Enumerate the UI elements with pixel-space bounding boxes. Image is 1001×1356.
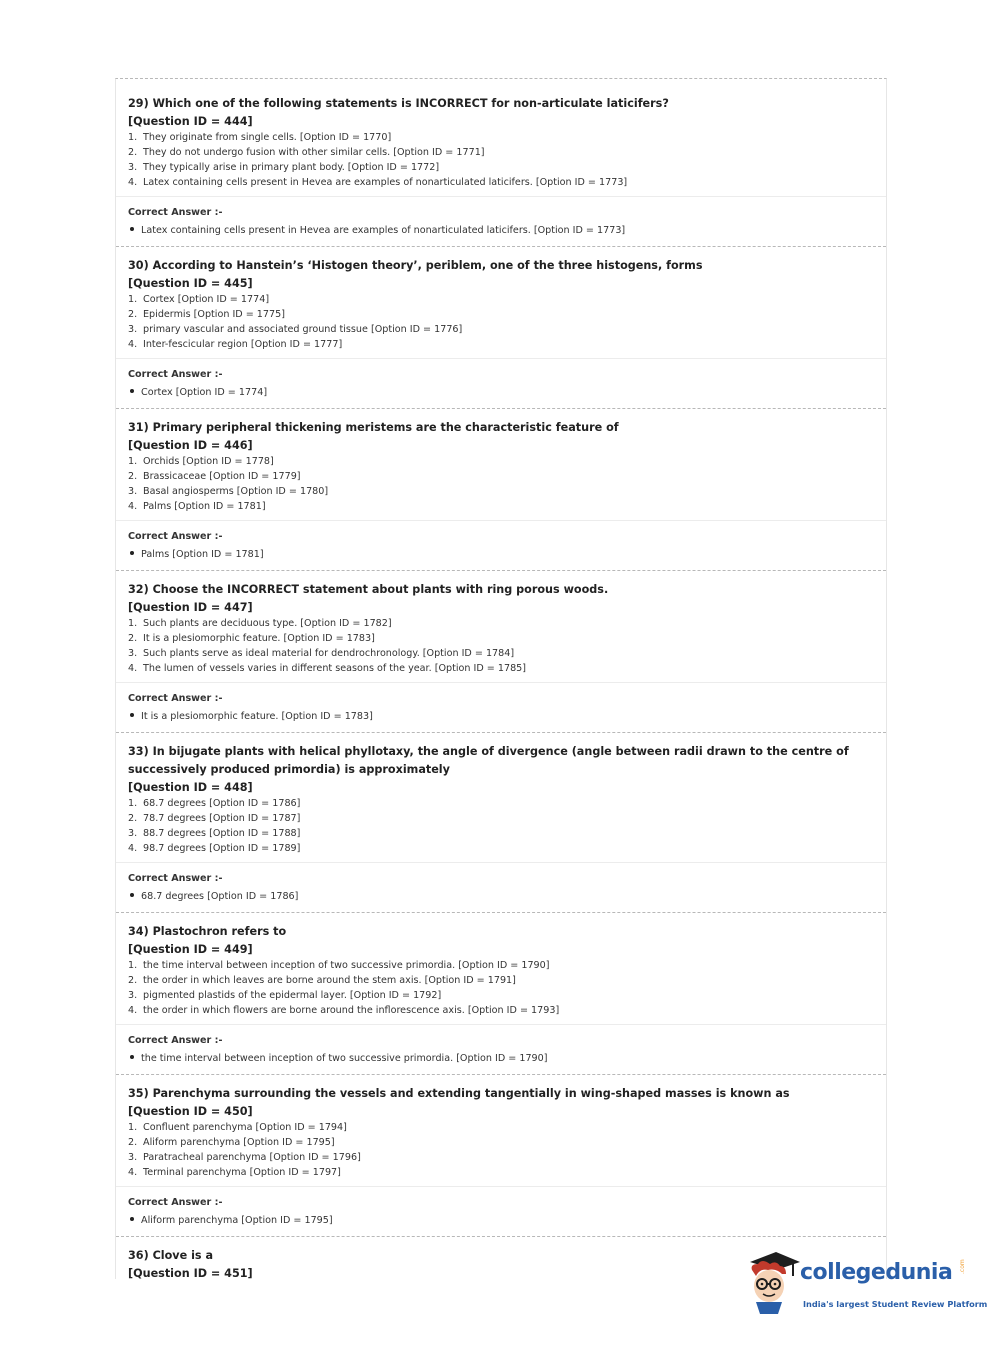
correct-answer-label: Correct Answer :- [128,369,223,380]
option-item: 3. Basal angiosperms [Option ID = 1780] [128,486,329,497]
question-id: [Question ID = 447] [128,601,253,614]
question-id: [Question ID = 449] [128,943,253,956]
question-title: 32) Choose the INCORRECT statement about plants with ring porous woods. [128,583,609,596]
option-item: 2. They do not undergo fusion with other similar cells. [Option ID = 1771] [128,147,485,158]
option-item: 4. Palms [Option ID = 1781] [128,501,266,512]
question-id: [Question ID = 450] [128,1105,253,1118]
question-title: 34) Plastochron refers to [128,925,287,938]
option-item: 4. the order in which flowers are borne around the inflorescence axis. [Option ID = 1793] [128,1005,560,1016]
correct-answer-label: Correct Answer :- [128,531,223,542]
option-item: 1. Such plants are deciduous type. [Option ID = 1782] [128,618,392,629]
option-item: 1. Orchids [Option ID = 1778] [128,456,274,467]
correct-answer: Cortex [Option ID = 1774] [128,384,876,401]
question-block [116,571,886,733]
logo-wordmark: collegedunia [800,1260,953,1285]
question-id: [Question ID = 448] [128,781,253,794]
option-item: 4. 98.7 degrees [Option ID = 1789] [128,843,301,854]
question-sheet [115,78,887,1279]
logo-dotcom: .com [959,1259,966,1274]
question-block [116,913,886,1075]
correct-answer-label: Correct Answer :- [128,207,223,218]
bullet-icon [130,1217,134,1221]
option-item: 1. 68.7 degrees [Option ID = 1786] [128,798,301,809]
bullet-icon [130,1055,134,1059]
option-item: 3. 88.7 degrees [Option ID = 1788] [128,828,301,839]
question-block [116,247,886,409]
question-id: [Question ID = 444] [128,115,253,128]
question-block [116,733,886,913]
bullet-icon [130,551,134,555]
option-item: 1. the time interval between inception of two successive primordia. [Option ID = 1790] [128,960,550,971]
correct-answer-section [116,196,886,246]
question-id: [Question ID = 451] [128,1267,253,1280]
option-item: 2. Aliform parenchyma [Option ID = 1795] [128,1137,335,1148]
option-item: 2. Brassicaceae [Option ID = 1779] [128,471,301,482]
correct-answer-section [116,358,886,408]
option-item: 4. Latex containing cells present in Hevea are examples of nonarticulated laticifers. [Option ID = 1773] [128,177,628,188]
correct-answer-section [116,1186,886,1236]
question-block [116,409,886,571]
mascot-icon [742,1248,802,1318]
option-item: 2. 78.7 degrees [Option ID = 1787] [128,813,301,824]
question-title: 35) Parenchyma surrounding the vessels and extending tangentially in wing-shaped masses is known as [128,1087,790,1100]
bullet-icon [130,713,134,717]
correct-answer: Palms [Option ID = 1781] [128,546,876,563]
option-item: 1. Cortex [Option ID = 1774] [128,294,270,305]
correct-answer-label: Correct Answer :- [128,1035,223,1046]
bullet-icon [130,227,134,231]
option-item: 3. Such plants serve as ideal material for dendrochronology. [Option ID = 1784] [128,648,515,659]
correct-answer: It is a plesiomorphic feature. [Option ID = 1783] [128,708,876,725]
option-item: 2. It is a plesiomorphic feature. [Option ID = 1783] [128,633,375,644]
option-item: 3. They typically arise in primary plant body. [Option ID = 1772] [128,162,440,173]
option-item: 1. They originate from single cells. [Option ID = 1770] [128,132,392,143]
question-title: 36) Clove is a [128,1249,214,1262]
collegedunia-logo [742,1248,988,1318]
option-item: 4. Inter-fescicular region [Option ID = 1777] [128,339,343,350]
logo-tagline: India's largest Student Review Platform [803,1299,988,1309]
correct-answer: Latex containing cells present in Hevea are examples of nonarticulated laticifers. [Option ID = 1773] [128,222,876,239]
question-block [116,79,886,247]
option-item: 3. Paratracheal parenchyma [Option ID = 1796] [128,1152,361,1163]
option-item: 1. Confluent parenchyma [Option ID = 1794] [128,1122,347,1133]
correct-answer: Aliform parenchyma [Option ID = 1795] [128,1212,876,1229]
question-title: 29) Which one of the following statements is INCORRECT for non-articulate laticifers? [128,97,669,110]
correct-answer-label: Correct Answer :- [128,693,223,704]
correct-answer-section [116,682,886,732]
option-item: 3. primary vascular and associated ground tissue [Option ID = 1776] [128,324,463,335]
option-item: 2. Epidermis [Option ID = 1775] [128,309,285,320]
question-id: [Question ID = 446] [128,439,253,452]
correct-answer: the time interval between inception of two successive primordia. [Option ID = 1790] [128,1050,876,1067]
question-title: 31) Primary peripheral thickening meristems are the characteristic feature of [128,421,619,434]
correct-answer-label: Correct Answer :- [128,873,223,884]
question-title: 33) In bijugate plants with helical phyllotaxy, the angle of divergence (angle between radii drawn to the centre of successively produced primordia) is approximately [128,745,849,776]
bullet-icon [130,893,134,897]
option-item: 3. pigmented plastids of the epidermal layer. [Option ID = 1792] [128,990,442,1001]
correct-answer-section [116,862,886,912]
option-item: 4. The lumen of vessels varies in different seasons of the year. [Option ID = 1785] [128,663,527,674]
question-id: [Question ID = 445] [128,277,253,290]
bullet-icon [130,389,134,393]
option-item: 4. Terminal parenchyma [Option ID = 1797] [128,1167,341,1178]
correct-answer: 68.7 degrees [Option ID = 1786] [128,888,876,905]
option-item: 2. the order in which leaves are borne around the stem axis. [Option ID = 1791] [128,975,516,986]
correct-answer-label: Correct Answer :- [128,1197,223,1208]
correct-answer-section [116,1024,886,1074]
question-block [116,1075,886,1237]
correct-answer-section [116,520,886,570]
question-title: 30) According to Hanstein’s ‘Histogen theory’, periblem, one of the three histogens, forms [128,259,703,272]
